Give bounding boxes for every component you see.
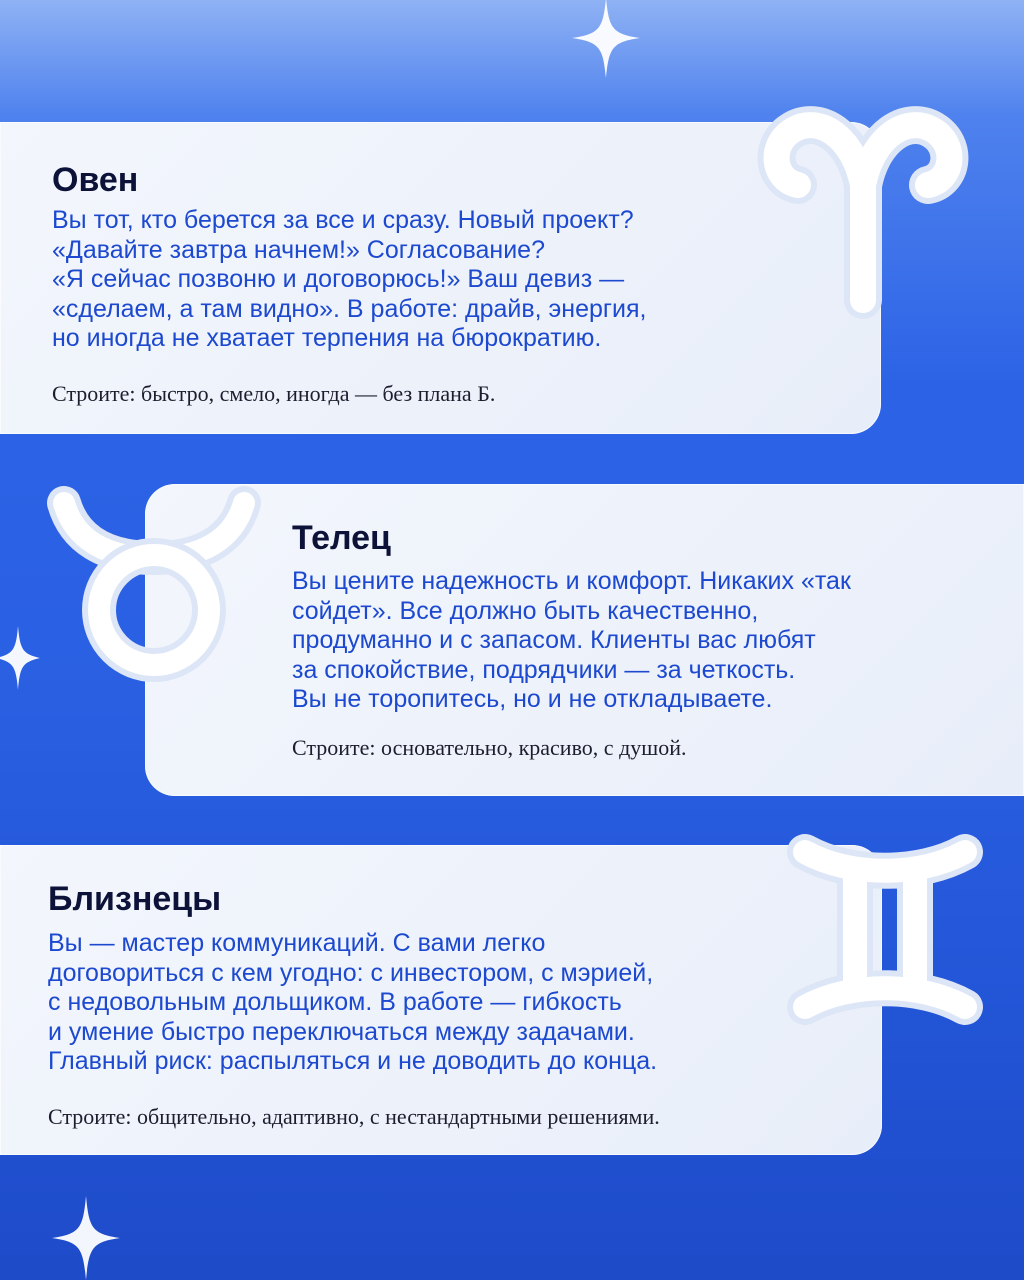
sign-card-taurus [145,484,1024,796]
aries-icon [748,90,978,320]
taurus-icon [44,478,264,698]
card-title: Телец [292,519,391,557]
sparkle-star-icon [0,626,40,690]
sign-card-gemini [0,845,882,1155]
sparkle-star-icon [52,1196,120,1280]
gemini-icon [780,822,990,1042]
card-description: Вы тот, кто берется за все и сразу. Новый проект? «Давайте завтра начнем!» Согласование? «Я сейчас позвоню и договорюсь!» Ваш девиз — «сделаем, а там видно». В работе: драйв, энергия, но иногда не хватает терпения на бюрократию. [52,206,647,352]
card-title: Близнецы [48,880,222,918]
card-description: Вы — мастер коммуникаций. С вами легко договориться с кем угодно: с инвестором, с мэрией, с недовольным дольщиком. В работе — гибкость и умение быстро переключаться между задачами. Главный риск: распыляться и не доводить до конца. [48,929,658,1075]
card-description: Вы цените надежность и комфорт. Никаких «так сойдет». Все должно быть качественно, продуманно и с запасом. Клиенты вас любят за спокойствие, подрядчики — за четкость. Вы не торопитесь, но и не откладываете. [292,567,851,713]
sparkle-star-icon [572,0,640,78]
card-note: Строите: быстро, смело, иногда — без плана Б. [52,381,496,406]
card-note: Строите: основательно, красиво, с душой. [292,735,687,760]
card-title: Овен [52,161,139,199]
card-note: Строите: общительно, адаптивно, с нестандартными решениями. [48,1104,660,1129]
